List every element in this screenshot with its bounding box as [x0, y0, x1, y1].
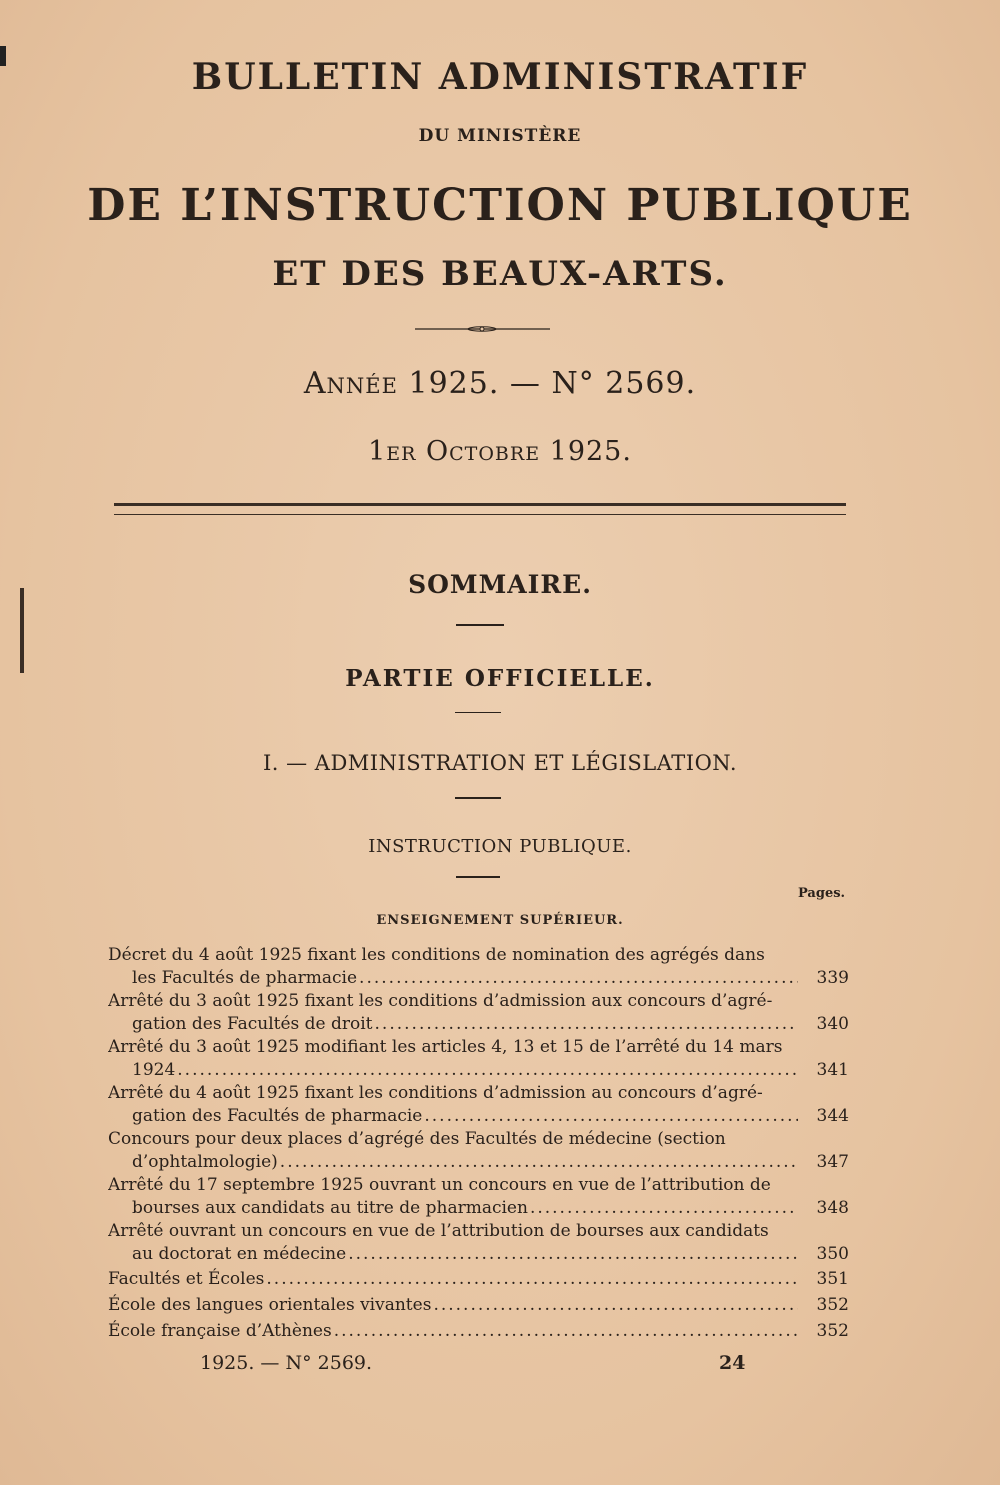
binding-mark: [20, 588, 24, 673]
table-of-contents: [108, 944, 853, 1343]
title-beaux-arts: ET DES BEAUX-ARTS.: [272, 254, 728, 294]
toc-entry: [108, 1128, 853, 1174]
toc-entry: [108, 1036, 853, 1082]
toc-entry-line: Facultés et Écoles: [108, 1269, 265, 1289]
toc-entry-line2: les Facultés de pharmacie: [132, 968, 358, 988]
toc-entry-line2: 1924: [132, 1060, 176, 1080]
issue-date: 1er Octobre 1925.: [368, 436, 632, 467]
toc-page-number: 340: [816, 1014, 849, 1034]
toc-entry: [108, 1320, 853, 1343]
short-rule: [456, 624, 504, 626]
toc-page-number: 352: [816, 1321, 849, 1341]
double-rule: [114, 503, 846, 515]
toc-entry-line1: Arrêté du 3 août 1925 fixant les conditions d’admission aux concours d’agré-: [108, 991, 773, 1011]
title-instruction: DE L’INSTRUCTION PUBLIQUE: [87, 180, 913, 231]
footer-issue: 1925. — N° 2569.: [200, 1352, 373, 1374]
toc-entry-line1: Arrêté du 17 septembre 1925 ouvrant un concours en vue de l’attribution de: [108, 1175, 771, 1195]
toc-entry: [108, 944, 853, 990]
sommaire-heading: SOMMAIRE.: [408, 570, 592, 599]
toc-page-number: 339: [816, 968, 849, 988]
toc-page-number: 352: [816, 1295, 849, 1315]
toc-entry: [108, 990, 853, 1036]
toc-page-number: 341: [816, 1060, 849, 1080]
title-ministere: DU MINISTÈRE: [418, 126, 582, 146]
toc-entry-line2: gation des Facultés de pharmacie: [132, 1106, 423, 1126]
toc-entry: [108, 1082, 853, 1128]
toc-entry-line: École française d’Athènes: [108, 1321, 332, 1341]
toc-entry-line2: bourses aux candidats au titre de pharmacien: [132, 1198, 528, 1218]
toc-entry-line2: gation des Facultés de droit: [132, 1014, 373, 1034]
partie-officielle: PARTIE OFFICIELLE.: [345, 665, 655, 692]
toc-entry-line1: Arrêté du 3 août 1925 modifiant les articles 4, 13 et 15 de l’arrêté du 14 mars: [108, 1037, 783, 1057]
toc-entry-line1: Arrêté du 4 août 1925 fixant les conditions d’admission au concours d’agré-: [108, 1083, 763, 1103]
title-bulletin: BULLETIN ADMINISTRATIF: [191, 56, 809, 98]
toc-page-number: 350: [816, 1244, 849, 1264]
ornament-divider: [415, 326, 550, 332]
toc-page-number: 351: [816, 1269, 849, 1289]
toc-entry: [108, 1174, 853, 1220]
subsection-heading: INSTRUCTION PUBLIQUE.: [368, 836, 632, 857]
short-rule: [455, 797, 501, 799]
category-heading: ENSEIGNEMENT SUPÉRIEUR.: [376, 913, 624, 928]
short-rule: [456, 876, 500, 878]
section-heading: I. — ADMINISTRATION ET LÉGISLATION.: [262, 751, 737, 775]
toc-page-number: 344: [816, 1106, 849, 1126]
toc-entry-line1: Concours pour deux places d’agrégé des Facultés de médecine (section: [108, 1129, 726, 1149]
toc-entry: [108, 1294, 853, 1317]
toc-entry: [108, 1268, 853, 1291]
year-issue: Année 1925. — N° 2569.: [303, 366, 697, 401]
toc-page-number: 348: [816, 1198, 849, 1218]
toc-entry-line1: Arrêté ouvrant un concours en vue de l’attribution de bourses aux candidats: [108, 1221, 769, 1241]
footer-sheet-number: 24: [719, 1352, 746, 1374]
pages-label: Pages.: [798, 886, 846, 901]
toc-entry-line: École des langues orientales vivantes: [108, 1295, 432, 1315]
toc-entry-line2: au doctorat en médecine: [132, 1244, 347, 1264]
short-rule: [455, 712, 501, 713]
toc-entry-line2: d’ophtalmologie): [132, 1152, 278, 1172]
toc-page-number: 347: [816, 1152, 849, 1172]
toc-entry: [108, 1220, 853, 1266]
toc-entry-line1: Décret du 4 août 1925 fixant les conditions de nomination des agrégés dans: [108, 945, 765, 965]
